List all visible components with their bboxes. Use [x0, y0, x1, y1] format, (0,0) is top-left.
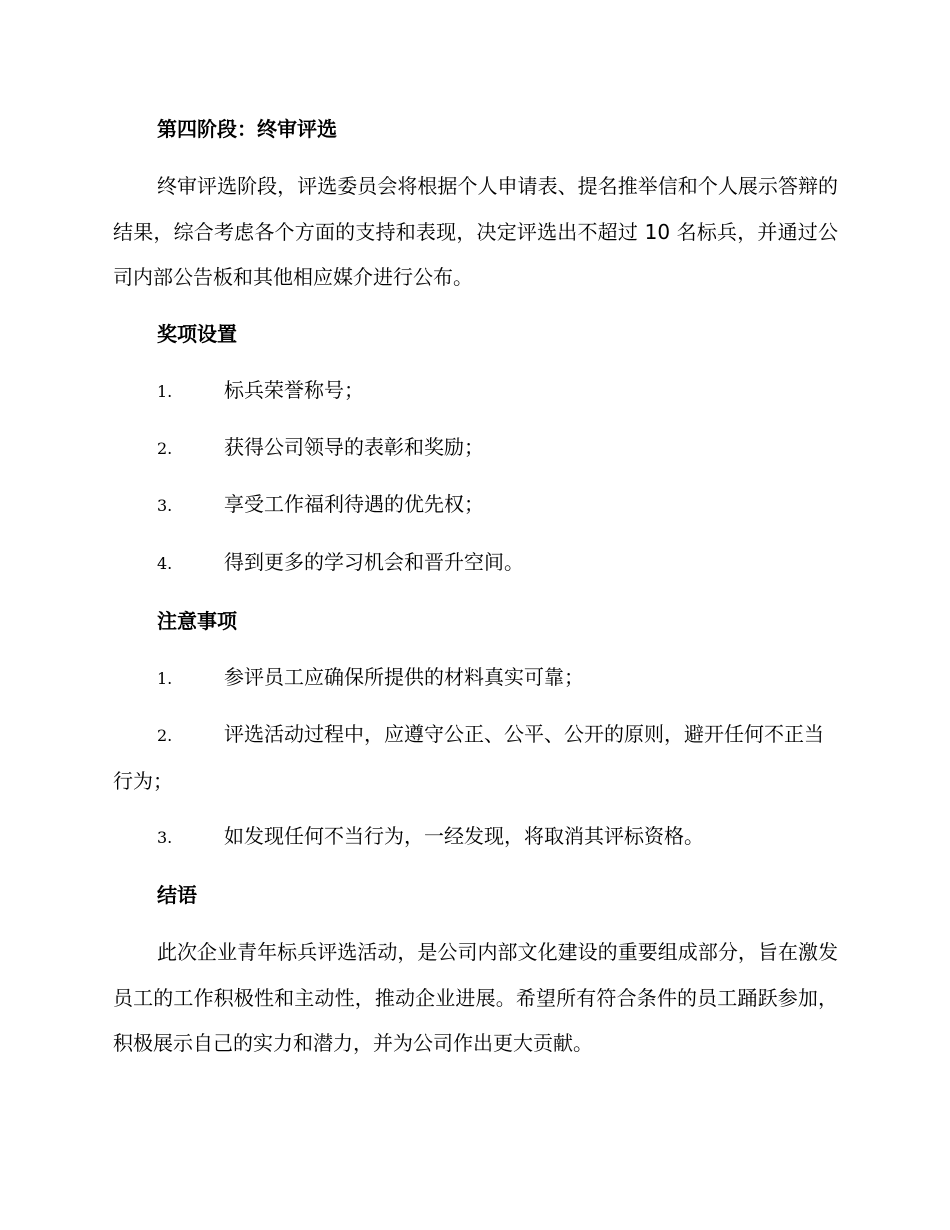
section-heading-awards: 奖项设置 [157, 322, 237, 346]
awards-list-item [113, 368, 838, 415]
list-number: 1. [157, 669, 173, 688]
list-number: 1. [157, 382, 173, 401]
awards-list-item [113, 482, 838, 529]
notes-list-item [113, 655, 838, 702]
section-heading-conclusion: 结语 [157, 883, 197, 907]
list-number: 3. [157, 828, 173, 847]
list-text: 参评员工应确保所提供的材料真实可靠； [224, 665, 584, 689]
awards-list-item [113, 425, 838, 472]
list-number: 3. [157, 496, 173, 515]
list-number: 2. [157, 439, 173, 458]
list-text: 标兵荣誉称号； [224, 378, 364, 402]
list-text: 如发现任何不当行为，一经发现，将取消其评标资格。 [224, 824, 704, 848]
list-text: 评选活动过程中，应遵守公正、公平、公开的原则，避开任何不正当行为； [113, 722, 824, 793]
awards-list-item [113, 540, 838, 587]
list-text: 享受工作福利待遇的优先权； [224, 492, 484, 516]
notes-list-item [113, 712, 838, 804]
notes-list-item [113, 814, 838, 861]
list-text: 获得公司领导的表彰和奖励； [224, 435, 484, 459]
conclusion-paragraph: 此次企业青年标兵评选活动，是公司内部文化建设的重要组成部分，旨在激发员工的工作积极性和主动性，推动企业进展。希望所有符合条件的员工踊跃参加，积极展示自己的实力和潜力，并为公司作出更大贡献。 [113, 940, 838, 1055]
section-heading-final-review: 第四阶段：终审评选 [157, 117, 337, 141]
final-review-paragraph: 终审评选阶段，评选委员会将根据个人申请表、提名推举信和个人展示答辩的结果，综合考虑各个方面的支持和表现，决定评选出不超过 10 名标兵，并通过公司内部公告板和其他相应媒介进行公布。 [113, 174, 838, 289]
list-number: 4. [157, 554, 173, 573]
list-text: 得到更多的学习机会和晋升空间。 [224, 550, 524, 574]
section-heading-notes: 注意事项 [157, 609, 237, 633]
list-number: 2. [157, 726, 173, 745]
